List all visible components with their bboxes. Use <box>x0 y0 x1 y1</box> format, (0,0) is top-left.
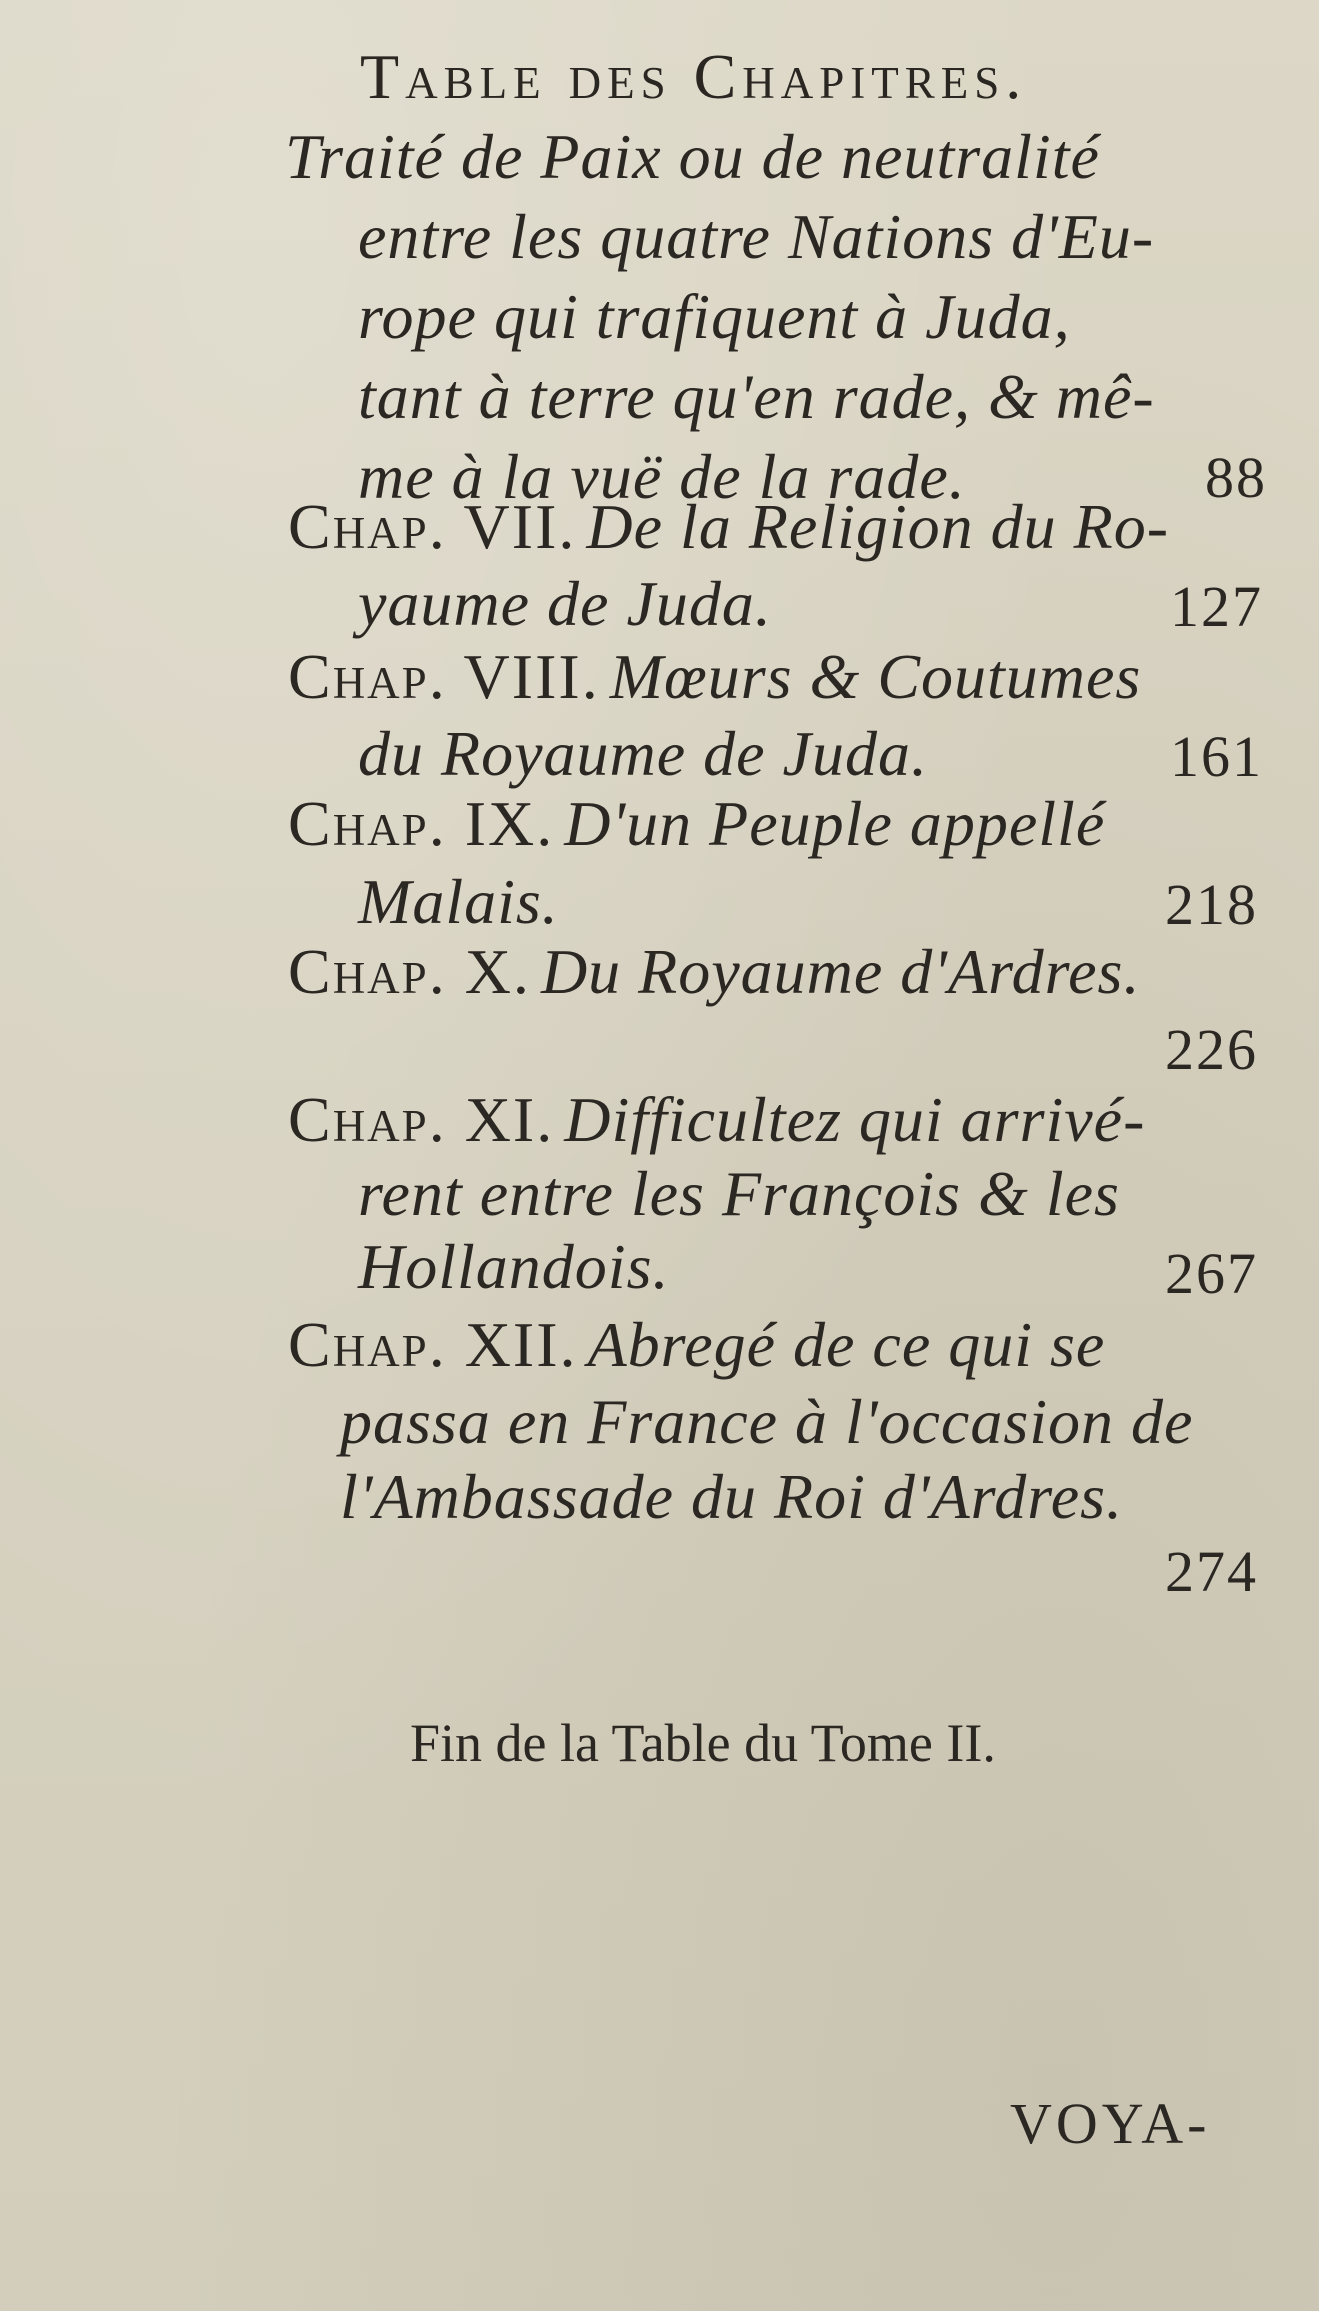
toc-entry-line: me à la vuë de la rade. <box>358 441 966 512</box>
end-of-table-note: Fin de la Table du Tome II. <box>410 1713 996 1773</box>
toc-page-number: 267 <box>1165 1241 1258 1306</box>
chapter-label: Chap. XII. <box>288 1309 578 1380</box>
toc-entry-line: Traité de Paix ou de neutralité <box>285 121 1100 192</box>
toc-page-number: 88 <box>1205 445 1267 510</box>
catchword: VOYA- <box>1010 2091 1211 2156</box>
chapter-title: D'un Peuple appellé <box>564 788 1106 859</box>
toc-entry-line: Hollandois. <box>358 1231 670 1302</box>
chapter-title: Difficultez qui arrivé- <box>564 1084 1146 1155</box>
toc-entry-line: tant à terre qu'en rade, & mê- <box>358 361 1155 432</box>
chapter-title: Du Royaume d'Ardres. <box>540 936 1141 1007</box>
toc-page-number: 218 <box>1165 872 1258 937</box>
chapter-title: Abregé de ce qui se <box>587 1309 1106 1380</box>
page-header: Table des Chapitres. <box>360 41 1028 112</box>
chapter-label: Chap. VII. <box>288 491 577 562</box>
toc-entry-line <box>288 1308 1105 1382</box>
chapter-label: Chap. IX. <box>288 788 555 859</box>
toc-page-number: 226 <box>1165 1017 1258 1082</box>
chapter-label: Chap. XI. <box>288 1084 555 1155</box>
chapter-title: Mœurs & Coutumes <box>609 641 1142 712</box>
toc-page-number: 127 <box>1170 574 1263 639</box>
chapter-label: Chap. X. <box>288 936 531 1007</box>
toc-entry-line: rent entre les François & les <box>358 1158 1120 1229</box>
toc-entry-line <box>288 935 1140 1009</box>
toc-entry-line <box>288 1083 1145 1157</box>
toc-entry-line: rope qui trafiquent à Juda, <box>358 281 1071 352</box>
toc-entry-line: l'Ambassade du Roi d'Ardres. <box>340 1461 1124 1532</box>
toc-entry-line <box>288 787 1105 861</box>
toc-entry-line: entre les quatre Nations d'Eu- <box>358 201 1155 272</box>
toc-page-number: 161 <box>1170 724 1263 789</box>
chapter-title: De la Religion du Ro- <box>586 491 1170 562</box>
toc-entry-line: yaume de Juda. <box>358 568 772 639</box>
chapter-label: Chap. VIII. <box>288 641 600 712</box>
toc-entry-line: du Royaume de Juda. <box>358 718 928 789</box>
toc-entry-line <box>288 490 1169 564</box>
toc-entry-line: passa en France à l'occasion de <box>340 1386 1194 1457</box>
toc-entry-line <box>288 640 1141 714</box>
toc-page-number: 274 <box>1165 1539 1258 1604</box>
toc-entry-line: Malais. <box>358 866 559 937</box>
